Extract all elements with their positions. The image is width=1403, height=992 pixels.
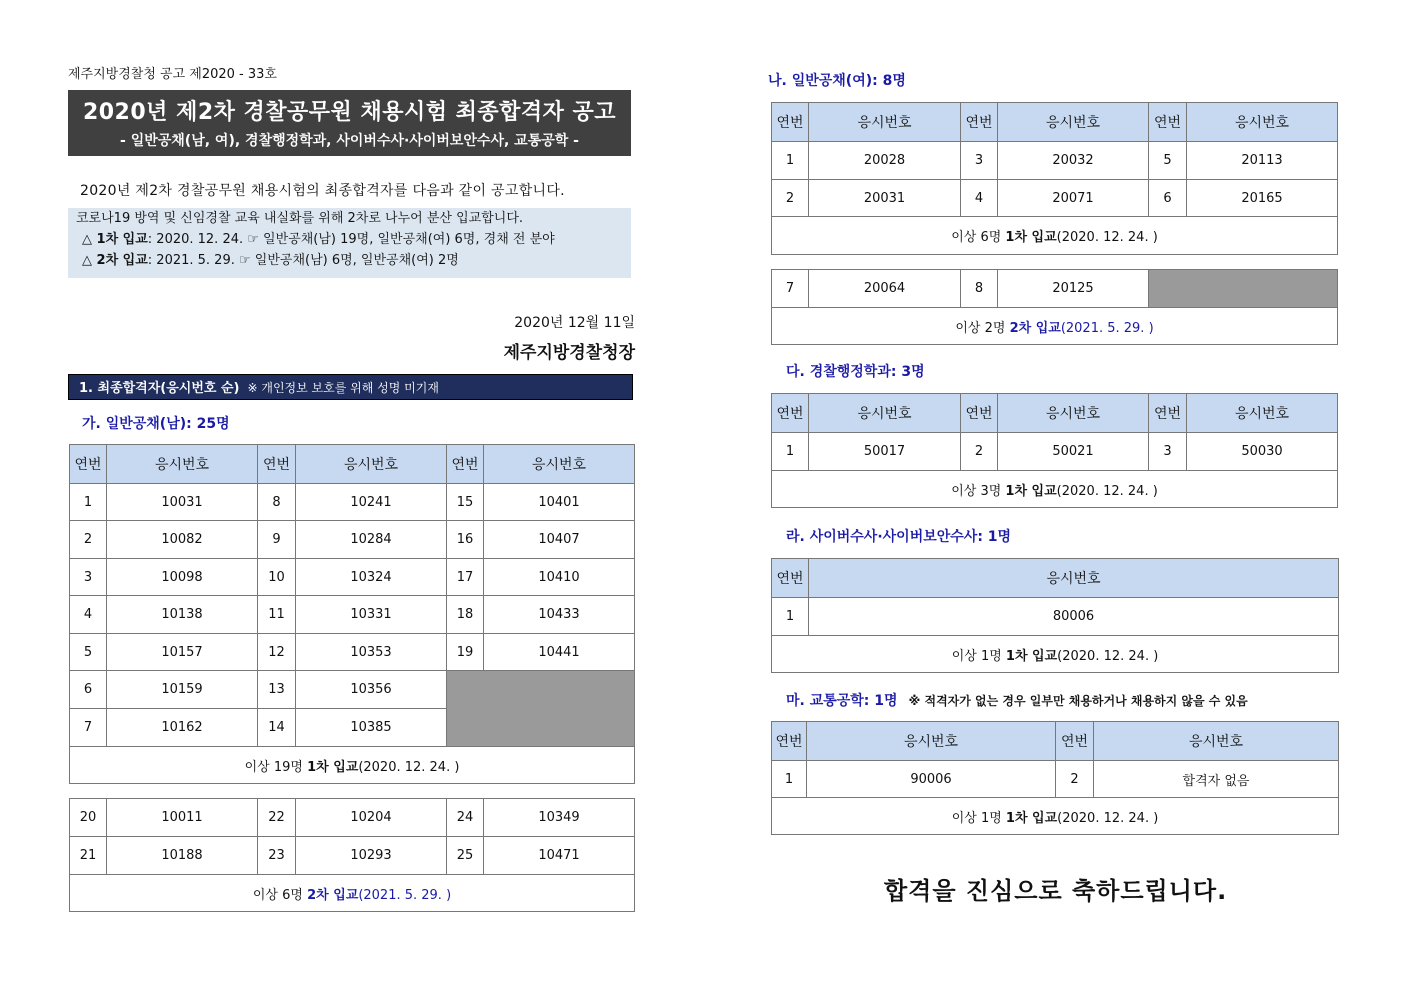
table-footer-row	[772, 471, 1338, 508]
footer-count: 이상 3명	[951, 483, 1006, 499]
table-ga-second	[69, 798, 635, 912]
page-title: 2020년 제2차 경찰공무원 채용시험 최종합격자 공고	[82, 100, 617, 125]
header-cell: 연번	[772, 722, 807, 761]
cell: 19	[447, 634, 484, 671]
footer-entry: 2차 입교	[307, 887, 359, 903]
table-footer-row	[772, 308, 1338, 345]
table-ma	[771, 721, 1339, 835]
cell: 24	[447, 799, 484, 837]
table-footer-row	[70, 747, 635, 784]
covid-line: 코로나19 방역 및 신임경찰 교육 내실화를 위해 2차로 나누어 분산 입교합니다.	[76, 211, 524, 226]
cell: 21	[70, 837, 107, 875]
cell: 6	[70, 671, 107, 709]
subsection-ra-label: 라. 사이버수사·사이버보안수사: 1명	[786, 529, 1012, 545]
cell: 16	[447, 521, 484, 559]
table-row	[772, 180, 1338, 217]
cell: 23	[258, 837, 296, 875]
table-row	[772, 142, 1338, 180]
cell: 80006	[809, 598, 1339, 636]
subsection-ga-label: 가. 일반공채(남): 25명	[82, 416, 230, 432]
cell: 2	[1056, 761, 1094, 798]
header-cell: 연번	[258, 445, 296, 484]
footer-cell	[70, 747, 635, 784]
footer-cell	[772, 798, 1339, 835]
cell: 10471	[484, 837, 635, 875]
cell: 5	[1149, 142, 1187, 180]
cell: 10441	[484, 634, 635, 671]
cell: 11	[258, 596, 296, 634]
footer-cell	[70, 875, 635, 912]
cell: 10349	[484, 799, 635, 837]
cell: 20071	[998, 180, 1149, 217]
header-cell: 연번	[772, 103, 809, 142]
header-cell: 응시번호	[998, 394, 1149, 433]
cell: 5	[70, 634, 107, 671]
cell: 15	[447, 484, 484, 521]
header-cell: 응시번호	[807, 722, 1056, 761]
cell: 4	[70, 596, 107, 634]
cell: 20028	[809, 142, 961, 180]
closing-message: 합격을 진심으로 축하드립니다.	[884, 877, 1228, 905]
issuer: 제주지방경찰청장	[503, 343, 635, 363]
first-entry-text: : 2020. 12. 24. ☞ 일반공채(남) 19명, 일반공채(여) 6명, 경채 전 분야	[147, 232, 555, 247]
header-cell: 응시번호	[809, 559, 1339, 598]
footer-entry: 1차 입교	[307, 759, 359, 775]
cell: 10353	[296, 634, 447, 671]
cell: 50017	[809, 433, 961, 471]
second-entry-label: △ 2차 입교	[82, 253, 148, 268]
cell: 4	[961, 180, 998, 217]
footer-date: (2020. 12. 24. )	[358, 759, 460, 775]
header-cell: 응시번호	[1187, 394, 1338, 433]
header-cell: 연번	[772, 394, 809, 433]
table-header-row	[772, 559, 1339, 598]
cell: 20125	[998, 270, 1149, 308]
cell: 20113	[1187, 142, 1338, 180]
section-header	[68, 374, 633, 400]
cell: 10082	[107, 521, 258, 559]
cell: 10385	[296, 709, 447, 747]
cell: 10284	[296, 521, 447, 559]
cell: 50030	[1187, 433, 1338, 471]
cell: 1	[772, 433, 809, 471]
table-footer-row	[772, 636, 1339, 673]
header-cell: 응시번호	[998, 103, 1149, 142]
cell: 7	[70, 709, 107, 747]
table-row	[70, 671, 635, 709]
footer-count: 이상 6명	[252, 887, 308, 903]
cell: 13	[258, 671, 296, 709]
footer-entry: 1차 입교	[1005, 483, 1057, 499]
table-row	[772, 270, 1338, 308]
table-row	[772, 761, 1339, 798]
cell: 10433	[484, 596, 635, 634]
table-row	[70, 596, 635, 634]
cell: 50021	[998, 433, 1149, 471]
section-note: ※ 개인정보 보호를 위해 성명 미기재	[247, 381, 439, 395]
table-header-row	[772, 722, 1339, 761]
cell: 3	[70, 559, 107, 596]
header-cell: 연번	[961, 103, 998, 142]
footer-count: 이상 1명	[951, 648, 1006, 664]
table-footer-row	[772, 798, 1339, 835]
header-cell: 연번	[1056, 722, 1094, 761]
cell: 10162	[107, 709, 258, 747]
table-row	[70, 484, 635, 521]
footer-count: 이상 6명	[951, 230, 1006, 245]
cell: 2	[772, 180, 809, 217]
cell: 3	[1149, 433, 1187, 471]
cell: 10356	[296, 671, 447, 709]
cell: 7	[772, 270, 809, 308]
cell: 1	[772, 142, 809, 180]
table-row	[772, 598, 1339, 636]
table-header-row	[772, 103, 1338, 142]
empty-gray-cell	[447, 671, 635, 747]
footer-cell	[772, 308, 1338, 345]
header-cell: 응시번호	[107, 445, 258, 484]
header-cell: 연번	[447, 445, 484, 484]
footer-entry: 1차 입교	[1005, 648, 1058, 664]
table-row	[70, 837, 635, 875]
footer-date: (2020. 12. 24. )	[1056, 483, 1158, 499]
second-entry-text: : 2021. 5. 29. ☞ 일반공채(남) 6명, 일반공채(여) 2명	[147, 253, 459, 268]
subsection-ma-note: ※ 적격자가 없는 경우 일부만 채용하거나 채용하지 않을 수 있음	[908, 694, 1248, 708]
cell: 18	[447, 596, 484, 634]
table-row	[772, 433, 1338, 471]
cell: 합격자 없음	[1094, 761, 1339, 798]
footer-cell	[772, 636, 1339, 673]
cell: 8	[258, 484, 296, 521]
cell: 20031	[809, 180, 961, 217]
cell: 25	[447, 837, 484, 875]
cell: 20064	[809, 270, 961, 308]
table-row	[70, 799, 635, 837]
section-title: 1. 최종합격자(응시번호 순)	[79, 381, 240, 396]
cell: 10401	[484, 484, 635, 521]
header-cell: 연번	[1149, 103, 1187, 142]
cell: 10159	[107, 671, 258, 709]
cell: 10031	[107, 484, 258, 521]
empty-gray-cell	[1149, 270, 1338, 308]
cell: 17	[447, 559, 484, 596]
table-footer-row	[772, 217, 1338, 255]
cell: 3	[961, 142, 998, 180]
footer-cell	[772, 217, 1338, 255]
cell: 2	[961, 433, 998, 471]
footer-entry: 1차 입교	[1005, 810, 1058, 826]
cell: 10	[258, 559, 296, 596]
subsection-ma-header	[786, 690, 1248, 710]
cell: 10407	[484, 521, 635, 559]
header-cell: 응시번호	[484, 445, 635, 484]
table-ra	[771, 558, 1339, 673]
cell: 14	[258, 709, 296, 747]
table-row	[70, 634, 635, 671]
footer-cell	[772, 471, 1338, 508]
cell: 9	[258, 521, 296, 559]
cell: 8	[961, 270, 998, 308]
footer-date: (2020. 12. 24. )	[1056, 230, 1158, 245]
intro-text: 2020년 제2차 경찰공무원 채용시험의 최종합격자를 다음과 같이 공고합니다.	[80, 183, 565, 199]
notice-date: 2020년 12월 11일	[514, 315, 635, 331]
notice-number: 제주지방경찰청 공고 제2020 - 33호	[68, 67, 277, 82]
cell: 10138	[107, 596, 258, 634]
cell: 10410	[484, 559, 635, 596]
cell: 1	[772, 598, 809, 636]
page-subtitle: - 일반공채(남, 여), 경찰행정학과, 사이버수사·사이버보안수사, 교통공학 -	[120, 133, 579, 149]
cell: 20165	[1187, 180, 1338, 217]
header-cell: 연번	[772, 559, 809, 598]
cell: 10331	[296, 596, 447, 634]
table-na-second	[771, 269, 1338, 345]
cell: 2	[70, 521, 107, 559]
table-header-row	[772, 394, 1338, 433]
cell: 10204	[296, 799, 447, 837]
cell: 10157	[107, 634, 258, 671]
footer-count: 이상 19명	[244, 759, 308, 775]
cell: 1	[70, 484, 107, 521]
table-row	[70, 559, 635, 596]
cell: 10324	[296, 559, 447, 596]
cell: 20	[70, 799, 107, 837]
cell: 10241	[296, 484, 447, 521]
subsection-ma-label: 마. 교통공학: 1명	[786, 693, 898, 709]
header-cell: 응시번호	[809, 394, 961, 433]
footer-date: (2021. 5. 29. )	[358, 887, 452, 903]
subsection-da-label: 다. 경찰행정학과: 3명	[786, 364, 925, 380]
cell: 10293	[296, 837, 447, 875]
table-da	[771, 393, 1338, 508]
table-ga-first	[69, 444, 635, 784]
header-cell: 연번	[70, 445, 107, 484]
cell: 20032	[998, 142, 1149, 180]
table-row	[70, 521, 635, 559]
table-na-first	[771, 102, 1338, 255]
cell: 22	[258, 799, 296, 837]
table-footer-row	[70, 875, 635, 912]
footer-entry: 1차 입교	[1005, 230, 1057, 245]
cell: 10188	[107, 837, 258, 875]
footer-date: (2020. 12. 24. )	[1057, 810, 1159, 826]
footer-date: (2021. 5. 29. )	[1060, 320, 1154, 336]
header-cell: 연번	[1149, 394, 1187, 433]
first-entry-line	[68, 229, 631, 250]
cell: 90006	[807, 761, 1056, 798]
header-cell: 응시번호	[1187, 103, 1338, 142]
header-cell: 응시번호	[809, 103, 961, 142]
subsection-na-label: 나. 일반공채(여): 8명	[768, 73, 906, 89]
footer-count: 이상 2명	[955, 320, 1010, 336]
footer-count: 이상 1명	[951, 810, 1006, 826]
first-entry-label: △ 1차 입교	[82, 232, 148, 247]
second-entry-line	[68, 250, 631, 271]
table-header-row	[70, 445, 635, 484]
footer-date: (2020. 12. 24. )	[1057, 648, 1159, 664]
cell: 12	[258, 634, 296, 671]
covid-notice-box	[68, 208, 631, 278]
cell: 1	[772, 761, 807, 798]
cell: 10098	[107, 559, 258, 596]
header-cell: 응시번호	[296, 445, 447, 484]
cell: 10011	[107, 799, 258, 837]
title-banner	[68, 90, 631, 156]
header-cell: 응시번호	[1094, 722, 1339, 761]
footer-entry: 2차 입교	[1009, 320, 1061, 336]
cell: 6	[1149, 180, 1187, 217]
header-cell: 연번	[961, 394, 998, 433]
